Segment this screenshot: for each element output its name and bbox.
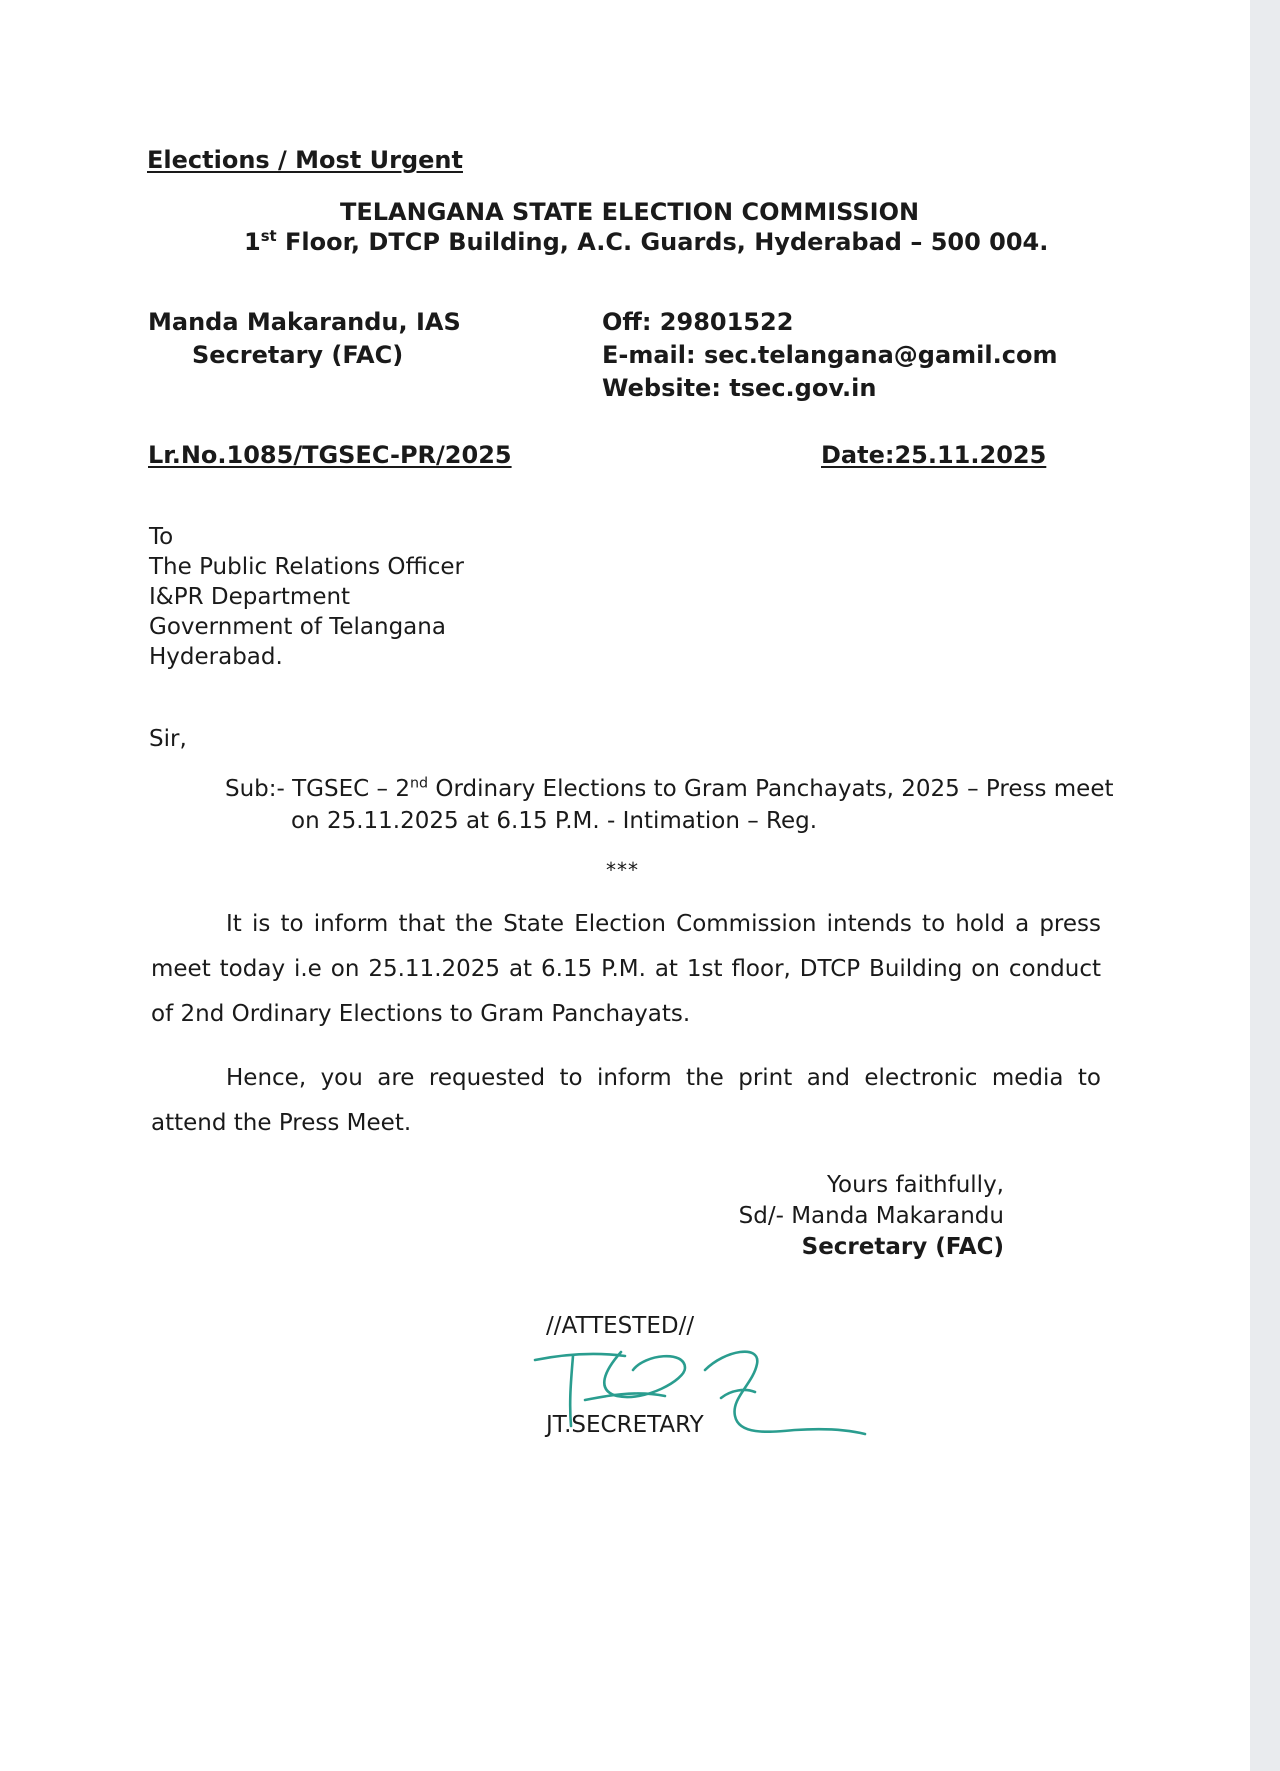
valediction: Yours faithfully,	[827, 1172, 1004, 1198]
recipient-line: Government of Telangana	[149, 614, 446, 640]
sender-designation: Secretary (FAC)	[192, 341, 404, 369]
body-paragraph-2	[151, 1056, 1101, 1146]
office-phone: Off: 29801522	[602, 308, 794, 336]
body-paragraph-1	[151, 902, 1101, 1037]
jt-secretary-label: JT.SECRETARY	[546, 1412, 704, 1438]
closing-block	[739, 1170, 1004, 1263]
body-paragraph-text: Hence, you are requested to inform the print and electronic media to attend the Press Meet.	[151, 1065, 1101, 1136]
attested-label: //ATTESTED//	[546, 1313, 695, 1339]
subject-text: Ordinary Elections to Gram Panchayats, 2025 – Press meet	[428, 776, 1114, 802]
recipient-line: I&PR Department	[149, 584, 351, 610]
contact-website: Website: tsec.gov.in	[602, 374, 877, 402]
recipient-line: The Public Relations Officer	[149, 554, 464, 580]
body-paragraph-text: It is to inform that the State Election Commission intends to hold a press meet today i.e on 25.11.2025 at 6.15 P.M. at 1st floor, DTCP Building on conduct of 2nd Ordinary Elections to Gram Panchayats.	[151, 911, 1101, 1027]
organization-name: TELANGANA STATE ELECTION COMMISSION	[340, 198, 920, 226]
subject-ordinal-suffix: nd	[409, 775, 429, 792]
recipient-address	[149, 522, 464, 672]
page-margin-strip	[1250, 0, 1280, 1771]
signed-by: Sd/- Manda Makarandu	[738, 1203, 1004, 1229]
contact-email: E-mail: sec.telangana@gamil.com	[602, 341, 1058, 369]
subject-prefix: Sub:- TGSEC – 2	[225, 776, 410, 802]
subject-line-2: on 25.11.2025 at 6.15 P.M. - Intimation – Reg.	[291, 808, 818, 834]
address-floor-suffix: st	[260, 227, 277, 245]
subject-line-1	[225, 776, 1114, 802]
letter-reference-number: Lr.No.1085/TGSEC-PR/2025	[148, 441, 512, 469]
organization-address	[244, 228, 1048, 256]
letter-date: Date:25.11.2025	[821, 441, 1047, 469]
urgency-label: Elections / Most Urgent	[147, 146, 463, 174]
salutation: Sir,	[149, 726, 187, 752]
address-floor-number: 1	[244, 228, 261, 256]
recipient-line: To	[149, 524, 174, 550]
recipient-line: Hyderabad.	[149, 644, 283, 670]
sender-name: Manda Makarandu, IAS	[148, 308, 461, 336]
address-rest: Floor, DTCP Building, A.C. Guards, Hyderabad – 500 004.	[276, 228, 1049, 256]
closing-designation: Secretary (FAC)	[801, 1234, 1004, 1260]
separator-stars: ***	[606, 858, 639, 882]
